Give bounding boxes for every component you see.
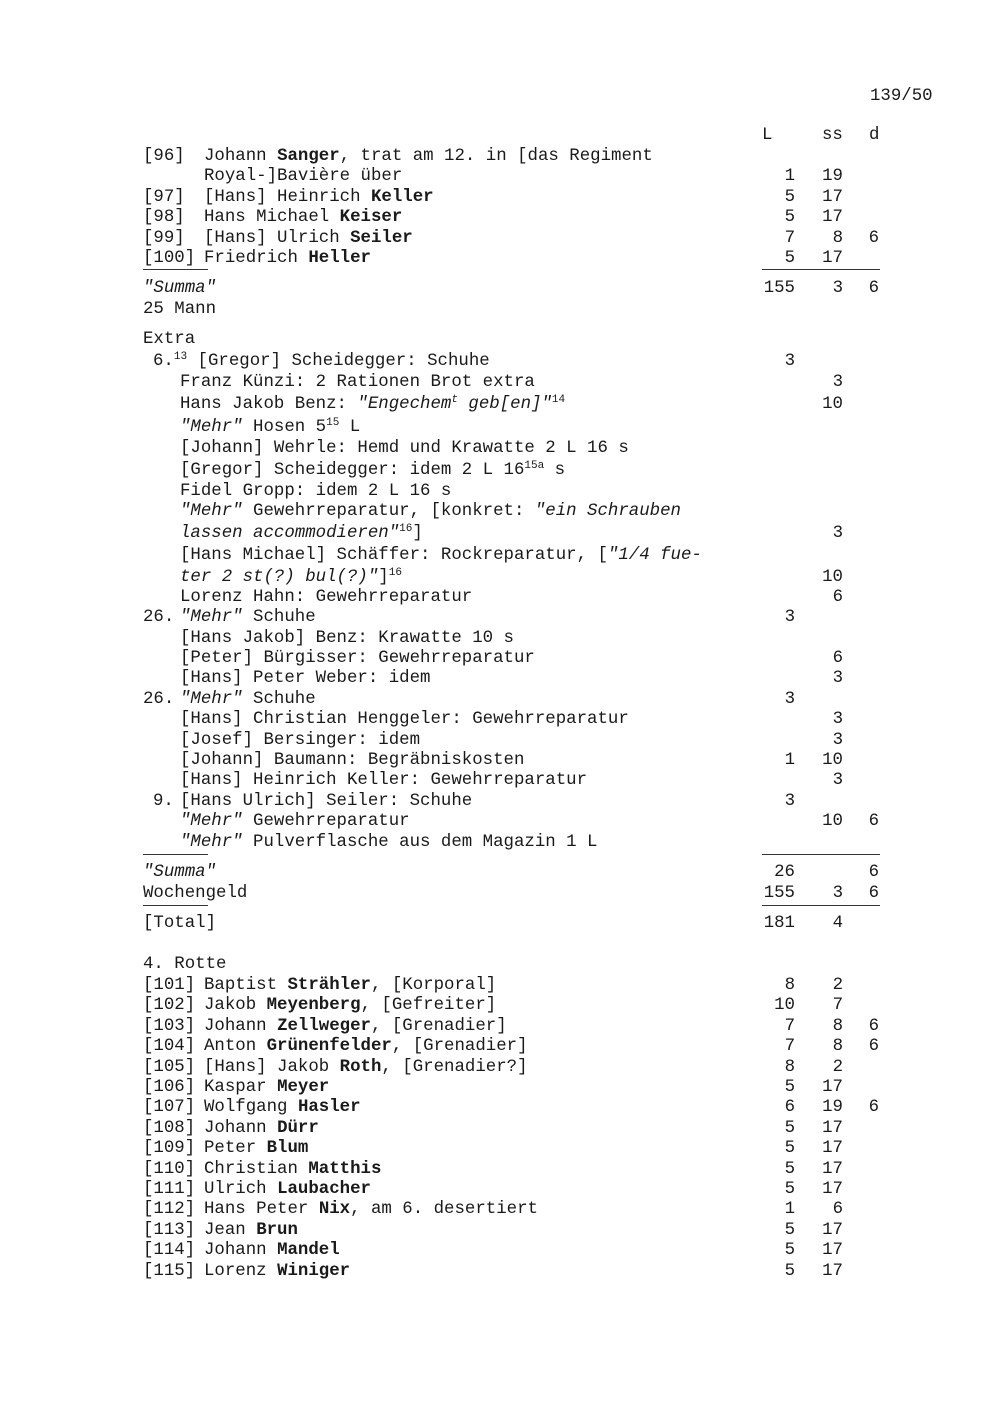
amount-sols: 3 xyxy=(832,524,843,543)
amount-sols: 17 xyxy=(822,187,843,207)
amount-sols: 3 xyxy=(832,279,843,298)
extra-row xyxy=(0,418,1000,438)
extra-row xyxy=(0,588,1000,608)
entry-number: [110] xyxy=(143,1159,196,1179)
amount-sols: 17 xyxy=(822,1139,843,1159)
extra-row xyxy=(0,373,1000,393)
entry-number: [103] xyxy=(143,1016,196,1036)
amount-livres: 155 xyxy=(763,884,795,903)
amount-sols: 7 xyxy=(832,996,843,1016)
extra-row xyxy=(0,568,1000,588)
soldier-name: [Hans] Ulrich Seiler xyxy=(204,228,413,248)
extra-text: Lorenz Hahn: Gewehrreparatur xyxy=(180,588,473,607)
entry-number: [100] xyxy=(143,249,196,268)
amount-livres: 7 xyxy=(784,1037,795,1057)
amount-sols: 3 xyxy=(832,669,843,688)
extra-row xyxy=(0,690,1000,710)
extra-row xyxy=(0,546,1000,566)
soldier-row xyxy=(0,208,1000,228)
amount-sols: 17 xyxy=(822,1078,843,1097)
amount-livres: 5 xyxy=(784,1078,795,1097)
extra-text: "Mehr" Gewehrreparatur xyxy=(180,812,410,831)
soldier-row xyxy=(0,1017,1000,1037)
extra-date: 26. xyxy=(143,690,175,709)
entry-number: [101] xyxy=(143,976,196,995)
amount-livres: 6 xyxy=(784,1098,795,1118)
amount-livres: 3 xyxy=(784,608,795,627)
amount-sols: 19 xyxy=(822,1098,843,1118)
soldier-row xyxy=(0,1098,1000,1118)
amount-sols: 17 xyxy=(822,208,843,228)
soldier-row xyxy=(0,1221,1000,1241)
soldier-row xyxy=(0,249,1000,269)
amount-livres: 5 xyxy=(784,1220,795,1240)
soldier-name: Anton Grünenfelder, [Grenadier] xyxy=(204,1037,528,1057)
total-row xyxy=(0,914,1000,934)
extra-text: [Johann] Baumann: Begräbniskosten xyxy=(180,751,525,770)
extra-text: [Josef] Bersinger: idem xyxy=(180,731,421,750)
amount-sols: 19 xyxy=(822,167,843,187)
amount-livres: 1 xyxy=(784,751,795,770)
amount-livres: 181 xyxy=(763,914,795,933)
extra-row xyxy=(0,524,1000,544)
extra-heading: Extra xyxy=(143,330,196,349)
soldier-row xyxy=(0,1037,1000,1057)
amount-sols: 2 xyxy=(832,976,843,995)
amount-deniers: 6 xyxy=(868,1016,879,1036)
extra-row xyxy=(0,792,1000,812)
soldier-name: [Hans] Jakob Roth, [Grenadier?] xyxy=(204,1057,528,1077)
sum-line xyxy=(762,905,880,906)
sum-line xyxy=(762,269,880,270)
sum-line xyxy=(762,854,880,855)
soldier-row xyxy=(0,1058,1000,1078)
amount-sols: 17 xyxy=(822,1180,843,1199)
rotte-heading: 4. Rotte xyxy=(143,955,227,974)
extra-row xyxy=(0,461,1000,481)
amount-livres: 3 xyxy=(784,352,795,371)
amount-sols: 17 xyxy=(822,1118,843,1138)
rotte-heading-row xyxy=(0,955,1000,975)
summa-row xyxy=(0,279,1000,299)
amount-deniers: 6 xyxy=(868,863,879,882)
extra-text: [Hans Jakob] Benz: Krawatte 10 s xyxy=(180,629,514,648)
extra-row xyxy=(0,731,1000,751)
entry-number: [104] xyxy=(143,1037,196,1057)
entry-number: [105] xyxy=(143,1057,196,1077)
soldier-row xyxy=(0,188,1000,208)
amount-sols: 17 xyxy=(822,1261,843,1281)
soldier-row xyxy=(0,1180,1000,1200)
extra-text: "Mehr" Hosen $5^{15}$ L xyxy=(180,417,361,437)
amount-sols: 6 xyxy=(832,649,843,668)
total-label: [Total] xyxy=(143,914,217,933)
extra-row xyxy=(0,833,1000,853)
extra-text: [Hans Michael] Schäffer: Rockreparatur, ["1/4 fue- xyxy=(180,546,702,565)
extra-row xyxy=(0,629,1000,649)
soldier-name: Hans Peter Nix, am 6. desertiert xyxy=(204,1200,538,1220)
entry-number: [114] xyxy=(143,1241,196,1261)
amount-deniers: 6 xyxy=(868,1098,879,1118)
divider xyxy=(143,905,208,906)
soldier-name: Jean Brun xyxy=(204,1220,298,1240)
soldier-name: Royal-]Bavière über xyxy=(204,167,403,187)
amount-livres: 5 xyxy=(784,1261,795,1281)
amount-livres: 5 xyxy=(784,1180,795,1199)
soldier-name: Wolfgang Hasler xyxy=(204,1098,361,1118)
entry-number: [102] xyxy=(143,996,196,1016)
wochengeld-label: Wochengeld xyxy=(143,884,248,903)
amount-livres: 7 xyxy=(784,228,795,248)
soldier-name: Christian Matthis xyxy=(204,1159,382,1179)
soldier-name: Baptist Strähler, [Korporal] xyxy=(204,976,497,995)
amount-sols: 17 xyxy=(822,1220,843,1240)
extra-text: Franz Künzi: 2 Rationen Brot extra xyxy=(180,373,535,392)
amount-sols: 6 xyxy=(832,1200,843,1220)
amount-sols: 8 xyxy=(832,1037,843,1057)
extra-text: [Hans Ulrich] Seiler: Schuhe xyxy=(180,792,473,811)
amount-livres: 155 xyxy=(763,279,795,298)
soldier-name: Johann Zellweger, [Grenadier] xyxy=(204,1016,507,1036)
amount-sols: 3 xyxy=(832,884,843,903)
extra-row xyxy=(0,649,1000,669)
extra-text: [Gregor] Scheidegger: idem 2 L $16^{15a}$ s xyxy=(180,460,566,480)
column-header-sols: ss xyxy=(822,126,843,145)
amount-livres: 1 xyxy=(784,1200,795,1220)
amount-livres: 5 xyxy=(784,1139,795,1159)
soldier-row xyxy=(0,1262,1000,1282)
extra-text: "Mehr" Schuhe xyxy=(180,608,316,627)
soldier-name: Peter Blum xyxy=(204,1139,309,1159)
soldier-name: Lorenz Winiger xyxy=(204,1261,351,1281)
soldier-name: Jakob Meyenberg, [Gefreiter] xyxy=(204,996,497,1016)
amount-sols: 17 xyxy=(822,249,843,268)
extra-row xyxy=(0,771,1000,791)
amount-livres: 3 xyxy=(784,690,795,709)
entry-number: [97] xyxy=(143,187,185,207)
amount-deniers: 6 xyxy=(868,228,879,248)
extra-heading-row xyxy=(0,330,1000,350)
extra-text: [Johann] Wehrle: Hemd und Krawatte 2 L 16 s xyxy=(180,439,629,458)
extra-row xyxy=(0,608,1000,628)
entry-number: [115] xyxy=(143,1261,196,1281)
extra-row xyxy=(0,812,1000,832)
column-header-deniers: d xyxy=(869,126,880,145)
entry-number: [112] xyxy=(143,1200,196,1220)
amount-sols: 4 xyxy=(832,914,843,933)
extra-row xyxy=(0,751,1000,771)
extra-text: ter 2 st(?) bul(?)"]$^{16}$ xyxy=(180,567,402,587)
extra-text: Fidel Gropp: idem 2 L 16 s xyxy=(180,482,452,501)
extra-row xyxy=(0,502,1000,522)
entry-number: [99] xyxy=(143,228,185,248)
amount-sols: 10 xyxy=(822,751,843,770)
soldier-row xyxy=(0,229,1000,249)
extra-row xyxy=(0,710,1000,730)
amount-livres: 8 xyxy=(784,976,795,995)
summa-label: "Summa" xyxy=(143,279,217,298)
extra-date: 6.13 [Gregor] Scheidegger: Schuhe xyxy=(153,351,490,371)
soldier-row xyxy=(0,1139,1000,1159)
entry-number: [111] xyxy=(143,1180,196,1199)
extra-text: [Hans] Heinrich Keller: Gewehrreparatur xyxy=(180,771,588,790)
soldier-name: Friedrich Heller xyxy=(204,249,371,268)
extra-text: "Mehr" Gewehrreparatur, [konkret: "ein Schrauben xyxy=(180,502,681,521)
mann-row xyxy=(0,300,1000,320)
extra-text: [Hans] Christian Henggeler: Gewehrreparatur xyxy=(180,710,629,729)
amount-livres: 3 xyxy=(784,792,795,811)
soldier-row xyxy=(0,1119,1000,1139)
amount-sols: 10 xyxy=(822,568,843,587)
entry-number: [108] xyxy=(143,1118,196,1138)
mann-count: 25 Mann xyxy=(143,300,217,319)
extra-row xyxy=(0,669,1000,689)
amount-livres: 26 xyxy=(774,863,795,882)
soldier-row xyxy=(0,976,1000,996)
entry-number: [107] xyxy=(143,1098,196,1118)
amount-sols: 8 xyxy=(832,228,843,248)
wochengeld-row xyxy=(0,884,1000,904)
column-header-livres: L xyxy=(762,126,773,145)
amount-livres: 5 xyxy=(784,249,795,268)
amount-sols: 17 xyxy=(822,1159,843,1179)
amount-sols: 3 xyxy=(832,710,843,729)
extra-row xyxy=(0,439,1000,459)
amount-deniers: 6 xyxy=(868,279,879,298)
divider xyxy=(143,269,208,270)
amount-deniers: 6 xyxy=(868,884,879,903)
amount-livres: 5 xyxy=(784,208,795,228)
extra-text: [Peter] Bürgisser: Gewehrreparatur xyxy=(180,649,535,668)
soldier-name: Johann Dürr xyxy=(204,1118,319,1138)
amount-sols: 8 xyxy=(832,1016,843,1036)
extra-text: Hans Jakob Benz: "Engechem$^t$ geb[en]"$^{14}$ xyxy=(180,394,566,414)
extra-text: "Mehr" Pulverflasche aus dem Magazin 1 L xyxy=(180,833,598,852)
divider xyxy=(143,854,208,855)
extra-text: "Mehr" Schuhe xyxy=(180,690,316,709)
extra-row xyxy=(0,395,1000,415)
amount-deniers: 6 xyxy=(868,812,879,831)
soldier-row xyxy=(0,1200,1000,1220)
amount-sols: 3 xyxy=(832,771,843,790)
extra-row xyxy=(0,482,1000,502)
amount-sols: 2 xyxy=(832,1057,843,1077)
soldier-row xyxy=(0,1078,1000,1098)
amount-livres: 5 xyxy=(784,187,795,207)
soldier-name: Ulrich Laubacher xyxy=(204,1180,371,1199)
entry-number: [96] xyxy=(143,147,185,166)
amount-sols: 10 xyxy=(822,395,843,414)
amount-livres: 1 xyxy=(784,167,795,187)
soldier-row xyxy=(0,996,1000,1016)
amount-livres: 7 xyxy=(784,1016,795,1036)
amount-deniers: 6 xyxy=(868,1037,879,1057)
soldier-row xyxy=(0,1160,1000,1180)
entry-number: [98] xyxy=(143,208,185,228)
amount-livres: 5 xyxy=(784,1118,795,1138)
amount-sols: 3 xyxy=(832,731,843,750)
soldier-name: Hans Michael Keiser xyxy=(204,208,403,228)
entry-number: [106] xyxy=(143,1078,196,1097)
entry-number: [109] xyxy=(143,1139,196,1159)
extra-date: 26. xyxy=(143,608,175,627)
soldier-row xyxy=(0,147,1000,167)
amount-livres: 8 xyxy=(784,1057,795,1077)
amount-livres: 5 xyxy=(784,1159,795,1179)
soldier-row xyxy=(0,167,1000,187)
summa-label: "Summa" xyxy=(143,863,217,882)
page-number: 139/50 xyxy=(870,87,933,106)
amount-sols: 3 xyxy=(832,373,843,392)
amount-sols: 10 xyxy=(822,812,843,831)
amount-sols: 17 xyxy=(822,1241,843,1261)
extra-text: [Hans] Peter Weber: idem xyxy=(180,669,431,688)
extra-row xyxy=(0,352,1000,372)
amount-sols: 6 xyxy=(832,588,843,607)
entry-number: [113] xyxy=(143,1220,196,1240)
extra-text: lassen accommodieren"$^{16}$] xyxy=(180,523,423,543)
soldier-name: [Hans] Heinrich Keller xyxy=(204,187,434,207)
extra-date: 9. xyxy=(153,792,174,811)
amount-livres: 10 xyxy=(774,996,795,1016)
soldier-name: Johann Mandel xyxy=(204,1241,340,1261)
soldier-name: Kaspar Meyer xyxy=(204,1078,330,1097)
soldier-row xyxy=(0,1241,1000,1261)
amount-livres: 5 xyxy=(784,1241,795,1261)
summa-row xyxy=(0,863,1000,883)
soldier-name: Johann Sanger, trat am 12. in [das Regiment xyxy=(204,147,653,166)
